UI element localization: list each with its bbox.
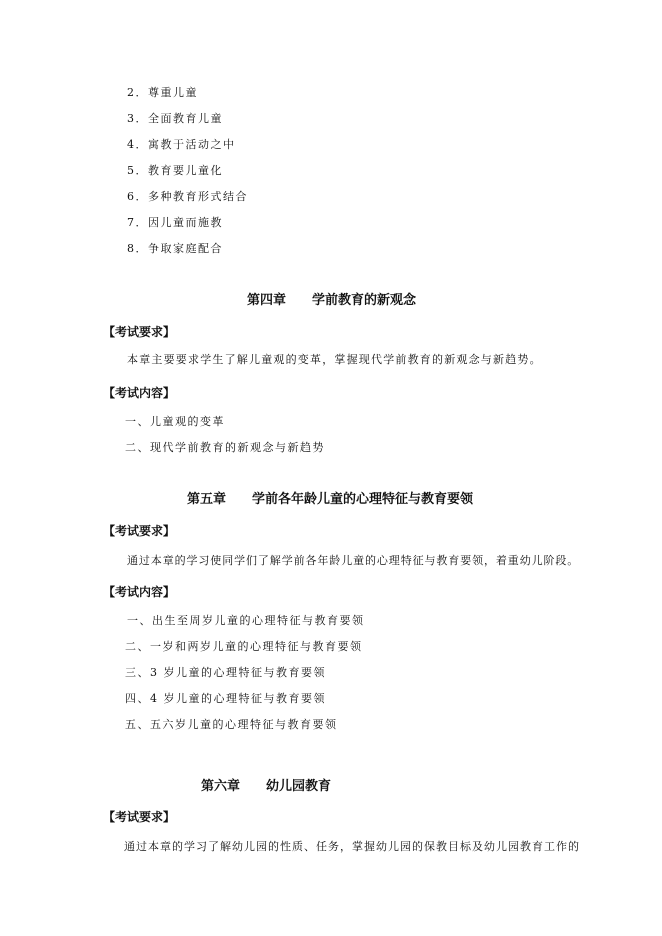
section-label: 【考试内容】 [103, 386, 176, 400]
section-label: 【考试要求】 [103, 810, 176, 824]
list-item: 3．全面教育儿童 [127, 112, 223, 125]
list-item: 5．教育要儿童化 [127, 164, 223, 177]
chapter-title: 第四章 学前教育的新观念 [247, 293, 417, 308]
list-item: 6．多种教育形式结合 [127, 190, 248, 203]
chapter-title: 第五章 学前各年龄儿童的心理特征与教育要领 [187, 492, 474, 507]
section-label: 【考试要求】 [103, 524, 176, 538]
list-item: 8．争取家庭配合 [127, 242, 223, 255]
paragraph: 通过本章的学习了解幼儿园的性质、任务，掌握幼儿园的保教目标及幼儿园教育工作的 [124, 840, 580, 853]
list-item: 一、儿童观的变革 [125, 415, 225, 428]
chapter-title: 第六章 幼儿园教育 [201, 779, 332, 794]
list-item: 4．寓教于活动之中 [127, 138, 236, 151]
list-item: 四、4 岁儿童的心理特征与教育要领 [125, 692, 326, 705]
list-item: 一、出生至周岁儿童的心理特征与教育要领 [127, 614, 365, 627]
paragraph: 本章主要要求学生了解儿童观的变革，掌握现代学前教育的新观念与新趋势。 [127, 353, 542, 366]
list-item: 三、3 岁儿童的心理特征与教育要领 [125, 666, 326, 679]
section-label: 【考试要求】 [103, 325, 176, 339]
list-item: 二、一岁和两岁儿童的心理特征与教育要领 [125, 640, 363, 653]
section-label: 【考试内容】 [103, 585, 176, 599]
paragraph: 通过本章的学习使同学们了解学前各年龄儿童的心理特征与教育要领，着重幼儿阶段。 [127, 554, 580, 567]
list-item: 二、现代学前教育的新观念与新趋势 [125, 441, 325, 454]
list-item: 五、五六岁儿童的心理特征与教育要领 [125, 718, 338, 731]
list-item: 7．因儿童而施教 [127, 216, 223, 229]
list-item: 2．尊重儿童 [127, 86, 198, 99]
